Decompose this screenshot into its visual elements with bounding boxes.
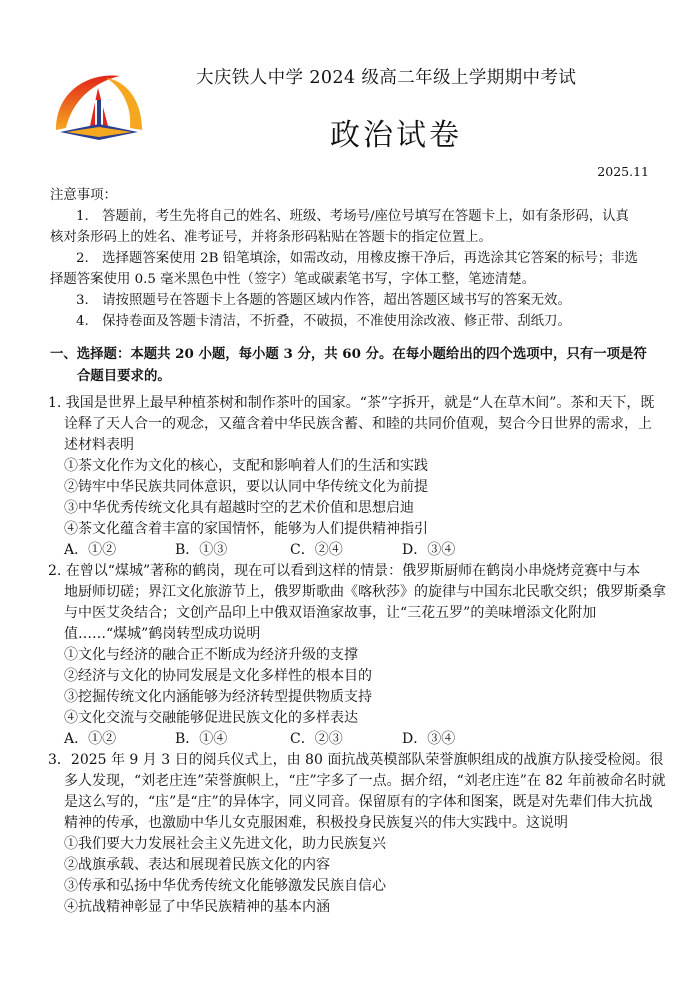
question-2-stem: 地厨师切磋；界江文化旅游节上，俄罗斯歌曲《喀秋莎》的旋律与中国东北民歌交织；俄罗斯桑拿 bbox=[64, 584, 666, 600]
notice-line: 1. 答题前，考生先将自己的姓名、班级、考场号/座位号填写在答题卡上，如有条形码，认真 bbox=[76, 209, 629, 224]
subject-title: 政治试卷 bbox=[330, 118, 462, 153]
section-heading: 一、选择题：本题共 20 小题，每小题 3 分，共 60 分。在每小题给出的四个选项中，只有一项是符 bbox=[50, 346, 647, 362]
question-1-stem: 诠释了天人合一的观念，又蕴含着中华民族含蓄、和睦的共同价值观，契合今日世界的需求，上 bbox=[64, 416, 652, 432]
question-2-option: ④文化交流与交融能够促进民族文化的多样表达 bbox=[64, 710, 358, 726]
notice-heading: 注意事项： bbox=[50, 188, 117, 203]
question-3-stem: 是这么写的，“庒”是“庄”的异体字，同义同音。保留原有的字体和图案，既是对先辈们伟大抗战 bbox=[64, 794, 653, 810]
question-2-stem: 与中医艾灸结合；文创产品印上中俄双语渔家故事，让“三花五罗”的美味增添文化附加 bbox=[64, 605, 597, 621]
question-1-stem: 1. 我国是世界上最早种植茶树和制作茶叶的国家。“茶”字拆开，就是“人在草木间”。茶和天下，既 bbox=[48, 395, 655, 411]
question-2-stem: 2. 在曾以“煤城”著称的鹤岗，现在可以看到这样的情景：俄罗斯厨师在鹤岗小串烧烤竞赛中与本 bbox=[48, 563, 641, 579]
question-2-choice-d: D．③④ bbox=[402, 731, 456, 747]
question-1-option: ①茶文化作为文化的核心，支配和影响着人们的生活和实践 bbox=[64, 458, 428, 474]
question-1-option: ④茶文化蕴含着丰富的家国情怀，能够为人们提供精神指引 bbox=[64, 521, 428, 537]
question-3-option: ③传承和弘扬中华优秀传统文化能够激发民族自信心 bbox=[64, 878, 386, 894]
question-2-choice-a: A．①② bbox=[64, 731, 117, 747]
question-1-choice-a: A．①② bbox=[64, 542, 117, 558]
question-2-choice-c: C．②③ bbox=[290, 731, 343, 747]
question-1-option: ②铸牢中华民族共同体意识，要以认同中华传统文化为前提 bbox=[64, 479, 428, 495]
question-1-option: ③中华优秀传统文化具有超越时空的艺术价值和思想启迪 bbox=[64, 500, 414, 516]
question-3-option: ④抗战精神彰显了中华民族精神的基本内涵 bbox=[64, 899, 330, 915]
section-heading-cont: 合题目要求的。 bbox=[77, 368, 171, 384]
exam-date: 2025.11 bbox=[597, 164, 649, 179]
question-1-choice-c: C．②④ bbox=[290, 542, 343, 558]
question-2-option: ③挖掘传统文化内涵能够为经济转型提供物质支持 bbox=[64, 689, 372, 705]
notice-line: 核对条形码上的姓名、准考证号，并将条形码粘贴在答题卡的指定位置上。 bbox=[50, 230, 492, 245]
notice-line: 3. 请按照题号在答题卡上各题的答题区域内作答，超出答题区域书写的答案无效。 bbox=[76, 293, 571, 308]
question-2-option: ①文化与经济的融合正不断成为经济升级的支撑 bbox=[64, 647, 358, 663]
question-1-choice-d: D．③④ bbox=[402, 542, 456, 558]
question-3-option: ②战旗承载、表达和展现着民族文化的内容 bbox=[64, 857, 330, 873]
question-2-stem: 值……“煤城”鹤岗转型成功说明 bbox=[64, 626, 261, 642]
question-3-option: ①我们要大力发展社会主义先进文化，助力民族复兴 bbox=[64, 836, 386, 852]
question-1-stem: 述材料表明 bbox=[64, 437, 134, 453]
notice-line: 2. 选择题答案使用 2B 铅笔填涂，如需改动，用橡皮擦干净后，再选涂其它答案的标号；非选 bbox=[76, 251, 638, 266]
notice-line: 4. 保持卷面及答题卡清洁，不折叠，不破损，不准使用涂改液、修正带、刮纸刀。 bbox=[76, 314, 571, 329]
question-1-choice-b: B．①③ bbox=[175, 542, 228, 558]
question-3-stem: 多人发现，“刘老庄连”荣誉旗帜上，“庄”字多了一点。据介绍，“刘老庄连”在 82 年前被命名时就 bbox=[64, 773, 666, 789]
question-2-choice-b: B．①④ bbox=[175, 731, 228, 747]
school-logo bbox=[50, 70, 148, 142]
notice-line: 择题答案使用 0.5 毫米黑色中性（签字）笔或碳素笔书写，字体工整，笔迹清楚。 bbox=[50, 272, 536, 287]
question-3-stem: 3．2025 年 9 月 3 日的阅兵仪式上，由 80 面抗战英模部队荣誉旗帜组成的战旗方队接受检阅。很 bbox=[48, 752, 664, 768]
question-3-stem: 精神的传承，也激励中华儿女克服困难，积极投身民族复兴的伟大实践中。这说明 bbox=[64, 815, 568, 831]
school-exam-title: 大庆铁人中学 2024 级高二年级上学期期中考试 bbox=[196, 68, 577, 88]
question-2-option: ②经济与文化的协同发展是文化多样性的根本目的 bbox=[64, 668, 372, 684]
